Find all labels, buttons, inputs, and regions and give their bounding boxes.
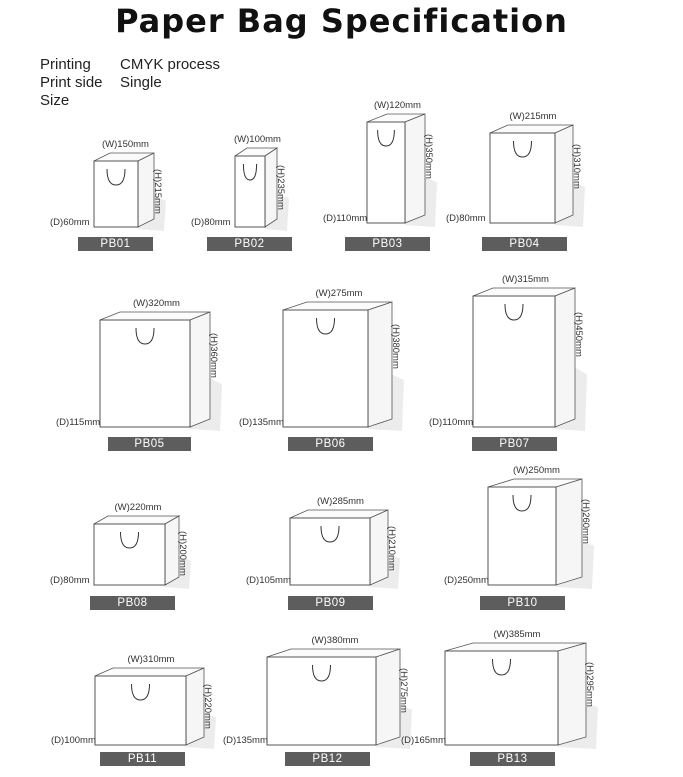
- bag-height-label: (H)380mm: [390, 324, 401, 369]
- page-title: Paper Bag Specification: [115, 2, 568, 40]
- bag-code-badge: PB01: [78, 237, 153, 251]
- bag-code-badge: PB11: [100, 752, 185, 766]
- bag-width-label: (W)120mm: [374, 100, 421, 111]
- bag-depth-label: (D)115mm: [56, 417, 101, 428]
- bag-front: [445, 651, 558, 745]
- print-side-label: Print side: [40, 74, 103, 91]
- bag-code-badge: PB07: [472, 437, 557, 451]
- bag-width-label: (W)220mm: [114, 502, 162, 513]
- bag-width-label: (W)380mm: [311, 635, 359, 646]
- bag-width-label: (W)385mm: [493, 629, 541, 640]
- bag-depth-label: (D)105mm: [246, 575, 291, 586]
- bag-height-label: (H)235mm: [275, 164, 286, 210]
- bag-depth-label: (D)110mm: [323, 213, 368, 224]
- bag-code-badge: PB02: [207, 237, 292, 251]
- bag-depth-label: (D)80mm: [191, 217, 231, 228]
- bag-depth-label: (D)110mm: [429, 417, 474, 428]
- bag-height-label: (H)200mm: [177, 531, 188, 577]
- bag-width-label: (W)310mm: [127, 654, 175, 665]
- bag-height-label: (H)275mm: [398, 667, 409, 713]
- bag-depth-label: (D)60mm: [50, 217, 90, 228]
- bag-code-badge: PB12: [285, 752, 370, 766]
- bag-depth-label: (D)80mm: [50, 575, 90, 586]
- bag-height-label: (H)210mm: [386, 526, 397, 571]
- bag-height-label: (H)360mm: [208, 332, 219, 378]
- bag-height-label: (H)260mm: [580, 498, 591, 544]
- bag-width-label: (W)150mm: [102, 139, 149, 150]
- bag-width-label: (W)100mm: [234, 134, 281, 145]
- bag-code-badge: PB09: [288, 596, 373, 610]
- bag-code-badge: PB13: [470, 752, 555, 766]
- bag-depth-label: (D)135mm: [223, 735, 268, 746]
- printing-value: CMYK process: [120, 56, 221, 73]
- bag-depth-label: (D)250mm: [444, 575, 489, 586]
- bag-depth-label: (D)165mm: [401, 735, 446, 746]
- size-label: Size: [40, 92, 70, 109]
- bag-width-label: (W)215mm: [509, 111, 557, 122]
- bag-width-label: (W)250mm: [513, 465, 560, 476]
- bag-height-label: (H)350mm: [423, 134, 434, 179]
- bag-height-label: (H)310mm: [571, 143, 582, 189]
- bag-height-label: (H)450mm: [573, 311, 584, 357]
- bag-code-badge: PB08: [90, 596, 175, 610]
- bag-width-label: (W)285mm: [317, 496, 364, 507]
- print-side-value: Single: [120, 74, 162, 91]
- bag-code-badge: PB06: [288, 437, 373, 451]
- bag-width-label: (W)315mm: [502, 274, 549, 285]
- bag-code-badge: PB04: [482, 237, 567, 251]
- bag-side: [558, 643, 586, 745]
- bag-height-label: (H)215mm: [152, 168, 163, 214]
- bag-code-badge: PB05: [108, 437, 191, 451]
- bag-depth-label: (D)100mm: [51, 735, 96, 746]
- printing-label: Printing: [40, 56, 91, 73]
- bag-code-badge: PB10: [480, 596, 565, 610]
- bag-code-badge: PB03: [345, 237, 430, 251]
- bag-depth-label: (D)135mm: [239, 417, 284, 428]
- bag-width-label: (W)320mm: [133, 298, 180, 309]
- bag-height-label: (H)295mm: [584, 662, 595, 708]
- bag-depth-label: (D)80mm: [446, 213, 486, 224]
- bag-width-label: (W)275mm: [315, 288, 363, 299]
- bag-height-label: (H)220mm: [202, 684, 213, 730]
